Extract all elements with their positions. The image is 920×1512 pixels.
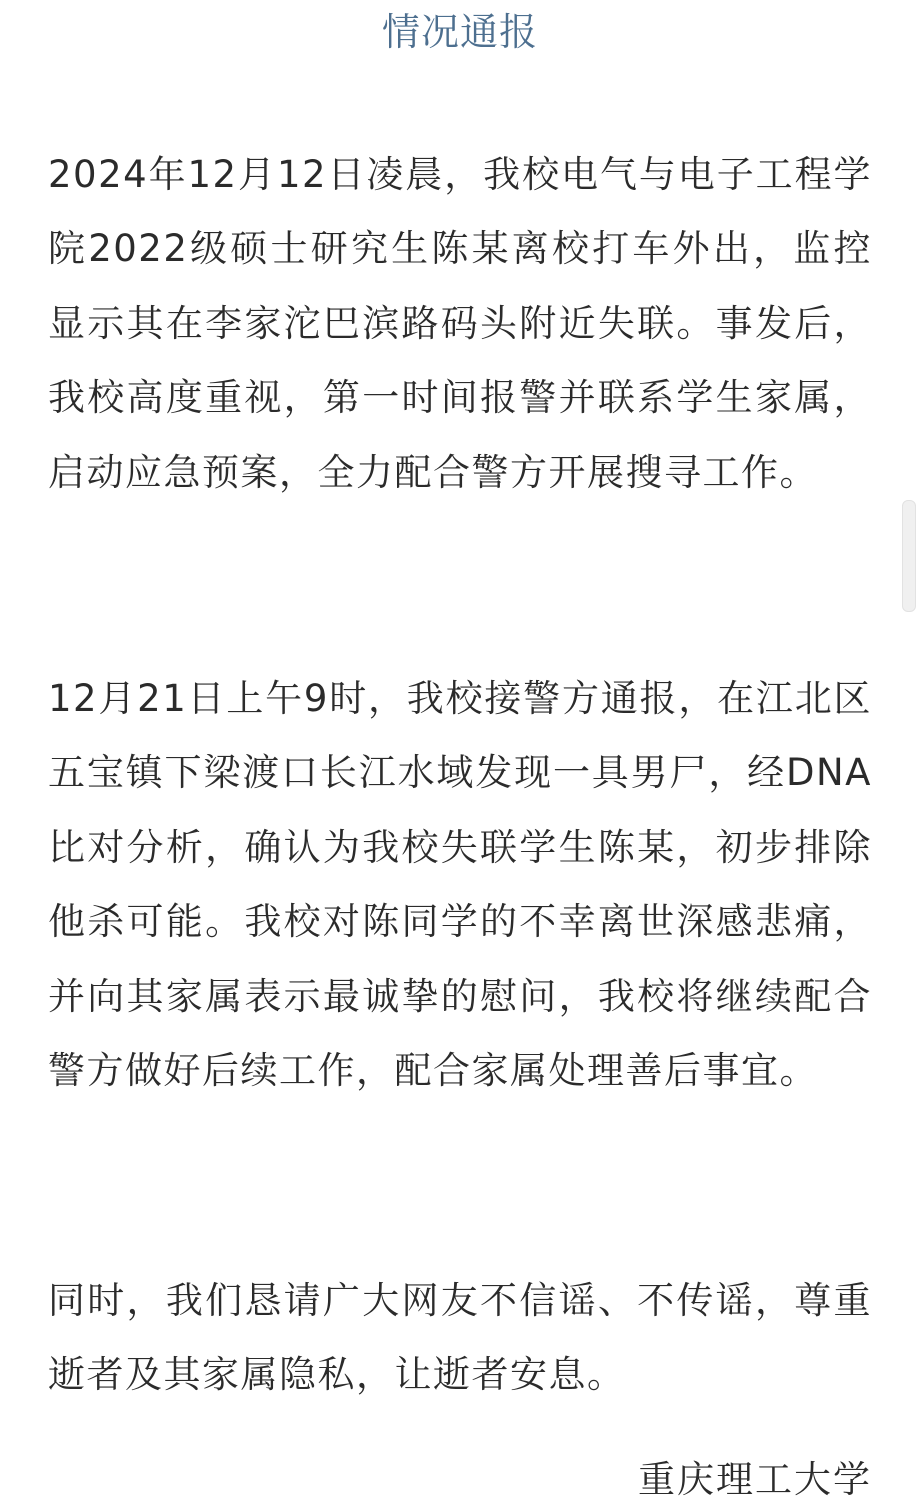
- scroll-handle[interactable]: [902, 500, 916, 612]
- notice-paragraph-1: 2024年12月12日凌晨，我校电气与电子工程学院2022级硕士研究生陈某离校打车外出，监控显示其在李家沱巴滨路码头附近失联。事发后，我校高度重视，第一时间报警并联系学生家属，启动应急预案，全力配合警方开展搜寻工作。: [48, 153, 872, 494]
- notice-title: 情况通报: [381, 10, 538, 54]
- notice-paragraph-3: 同时，我们恳请广大网友不信谣、不传谣，尊重逝者及其家属隐私，让逝者安息。: [48, 1279, 872, 1397]
- notice-paragraph-2: 12月21日上午9时，我校接警方通报，在江北区五宝镇下梁渡口长江水域发现一具男尸，经DNA比对分析，确认为我校失联学生陈某，初步排除他杀可能。我校对陈同学的不幸离世深感悲痛，并向其家属表示最诚挚的慰问，我校将继续配合警方做好后续工作，配合家属处理善后事宜。: [48, 677, 872, 1093]
- signature-issuer: 重庆理工大学: [638, 1458, 872, 1501]
